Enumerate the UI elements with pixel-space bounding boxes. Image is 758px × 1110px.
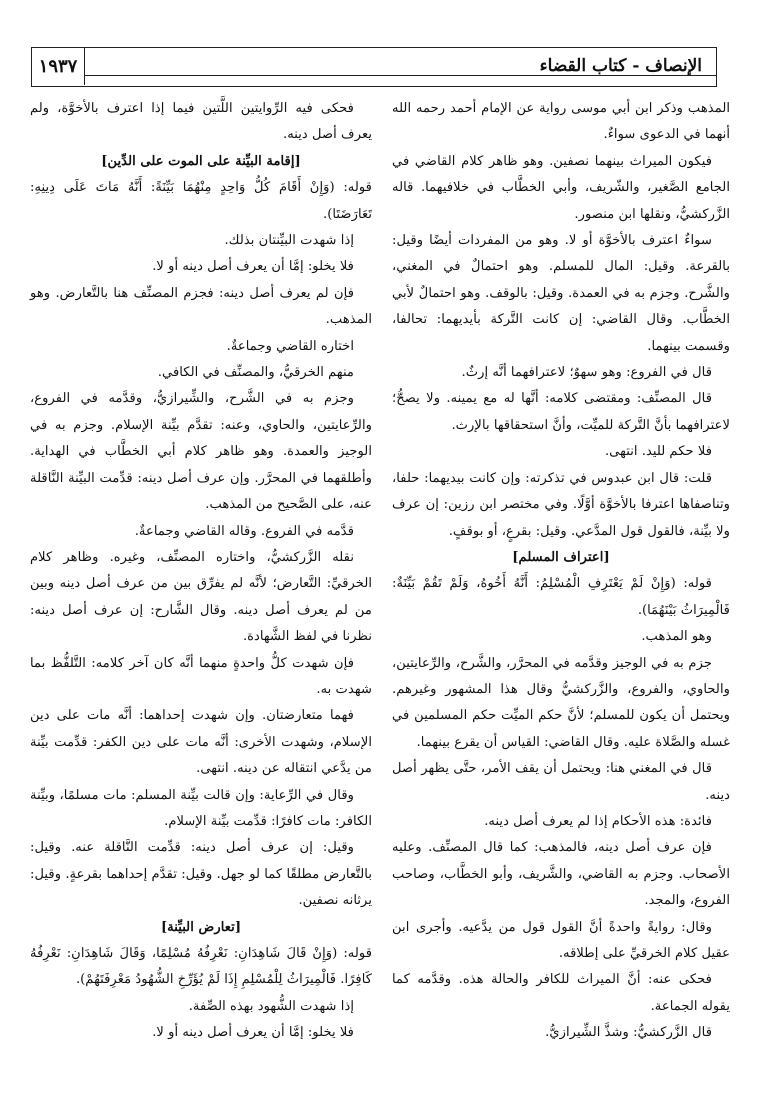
paragraph: فإن لم يعرف أصل دينه: فجزم المصنِّف هنا بالتَّعارض. وهو المذهب.	[30, 285, 372, 328]
paragraph: سواءٌ اعترف بالأخوَّة أو لا. وهو من المفردات أيضًا وقيل: بالقرعة. وقيل: المال للمسلم. وهو احتمالٌ في المغني، والشَّرح. وجزم به في العمدة. وقيل: بالوقف. وهو احتمالٌ لأبي الخطَّاب. وقال القاضي: إن كانت التَّركة بأيديهما: تحالفا، وقسمت بينهما.	[392, 233, 730, 354]
paragraph: إذا شهدت البيِّنتان بذلك.	[224, 233, 354, 249]
paragraph: قوله: (وَإِنْ لَمْ يَعْتَرِفِ الْمُسْلِمُ: أَنَّهُ أَخُوهُ، وَلَمْ تَقُمْ بَيِّنَةٌ: فَالْمِيرَاثُ بَيْنَهُمَا).	[392, 576, 730, 618]
header-rule	[84, 75, 716, 76]
page-number: ١٩٣٧	[32, 48, 85, 85]
paragraph: وهو المذهب.	[641, 629, 712, 645]
paragraph: وقيل: إن عرف أصل دينه: قدِّمت النَّاقلة عنه. وقيل: بالتَّعارض مطلقًا كما لو جهل. وقيل: تقدَّم إحداهما بقرعةٍ. وقيل: يرثانه نصفين.	[30, 840, 372, 909]
paragraph: وقال: روايةً واحدةً أنَّ القول قول من يدَّعيه. وأجرى ابن عقيل كلام الخرقيِّ على إطلاقه.	[392, 919, 730, 961]
paragraph: فيكون الميراث بينهما نصفين. وهو ظاهر كلام القاضي في الجامع الصَّغير، والشّريف، وأبي الخطَّاب في خلافيهما. قاله الزَّركشيُّ، ونقلها ابن منصور.	[392, 153, 730, 222]
paragraph: فلا حكم لليد. انتهى.	[604, 444, 712, 460]
paragraph: نقله الزَّركشيُّ، واختاره المصنِّف، وغيره. وظاهر كلام الخرقيِّ: التَّعارض؛ لأنَّه لم يفرِّق بين من عرف أصل دينه وبين من لم يعرف أصل دينه. وقال الشَّارح: إن عرف أصل دينه: نظرنا في لفظ الشَّهادة.	[30, 549, 372, 645]
paragraph: فإن عرف أصل دينه، فالمذهب: كما قال المصنِّف. وعليه الأصحاب. وجزم به القاضي، والشَّريف، وأبو الخطَّاب، وصاحب الفروع، والمجد.	[392, 840, 730, 909]
paragraph: اختاره القاضي وجماعةٌ.	[226, 338, 354, 354]
section-heading: [إقامة البيِّنة على الموت على الدِّين]	[101, 153, 301, 169]
page-header	[31, 47, 717, 87]
paragraph: قلت: قال ابن عبدوس في تذكرته: وإن كانت بيديهما: حلفا، وتناصفاها اعترفا بالأخوَّة أوَّلًا. وفي مختصر ابن رزين: إن عرف ولا بيِّنة، فالقول قول المدَّعي. وقيل: بقرعٍ، أو بوقفٍ.	[392, 470, 730, 539]
paragraph: إذا شهدت الشُّهود بهذه الصِّفة.	[188, 998, 354, 1014]
paragraph: قوله: (وَإِنْ قَالَ شَاهِدَانِ: نَعْرِفُهُ مُسْلِمًا، وَقَالَ شَاهِدَانِ: نَعْرِفُهُ كَافِرًا. فَالْمِيرَاثُ لِلْمُسْلِمِ إِذَا لَمْ يُؤَرِّخِ الشُّهُودُ مَعْرِفَتَهُمْ).	[30, 946, 372, 988]
paragraph: وجزم به في الشَّرح، والشِّيرازيُّ، وقدَّمه في الفروع، والرِّعايتين، والحاوي، وعنه: تقدَّم بيِّنة الإسلام. وجزم به في الوجيز والعمدة. وهو ظاهر كلام أبي الخطَّاب في الهداية. وأطلقهما في المحرَّر. وإن عرف أصل دينه: قدِّمت البيِّنة النَّاقلة عنه، على الصَّحيح من المذهب.	[30, 391, 372, 513]
paragraph: المذهب وذكر ابن أبي موسى رواية عن الإمام أحمد رحمه الله أنهما في الدعوى سواءٌ.	[392, 101, 730, 143]
paragraph: فإن شهدت كلُّ واحدةٍ منهما أنَّه كان آخر كلامه: التَّلفُّظ بما شهدت به.	[30, 655, 372, 697]
paragraph: جزم به في الوجيز وقدَّمه في المحرَّر، والشَّرح، والرِّعايتين، والحاوي، والفروع، والزَّركشيُّ وقال هذا المشهور وغيرهم. ويحتمل أن يكون للمسلم؛ لأنَّ حكم الميِّت حكم المسلمين في غسله والصَّلاة عليه. وقال القاضي: القياس أن يقرع بينهما.	[392, 655, 730, 750]
paragraph: قدَّمه في الفروع. وقاله القاضي وجماعةٌ.	[134, 523, 354, 539]
paragraph: فلا يخلو: إمَّا أن يعرف أصل دينه أو لا.	[152, 1025, 354, 1041]
paragraph: فائدة: هذه الأحكام إذا لم يعرف أصل دينه.	[484, 813, 712, 829]
paragraph: قال الزَّركشيُّ: وشذَّ الشِّيرازيُّ.	[545, 1025, 712, 1041]
paragraph: قوله: (وَإِنْ أَقَامَ كُلُّ وَاحِدٍ مِنْهُمَا بَيِّنَةً: أَنَّهُ مَاتَ عَلَى دِينِهِ: تَعَارَضَتَا).	[30, 180, 372, 222]
section-heading: [اعتراف المسلم]	[512, 549, 610, 565]
right-column	[392, 96, 730, 1047]
paragraph: قال في الفروع: وهو سهوٌ؛ لاعترافهما أنَّه إرثٌ.	[461, 365, 712, 381]
paragraph: فحكى فيه الرِّوايتين اللَّتين فيما إذا اعترف بالأخوَّة، ولم يعرف أصل دينه.	[30, 101, 372, 143]
section-heading: [تعارض البيِّنة]	[160, 919, 242, 935]
paragraph: قال في المغني هنا: ويحتمل أن يقف الأمر، حتَّى يظهر أصل دينه.	[392, 761, 730, 803]
paragraph: قال المصنِّف: ومقتضى كلامه: أنَّها له مع يمينه. ولا يصحُّ؛ لاعترافهما بأنَّ التَّركة للميِّت، وأنَّ استحقاقها بالإرث.	[392, 391, 730, 433]
paragraph: فلا يخلو: إمَّا أن يعرف أصل دينه أو لا.	[152, 259, 354, 275]
paragraph: فحكى عنه: أنَّ الميراث للكافر والحالة هذه. وقدَّمه كما يقوله الجماعة.	[392, 972, 730, 1014]
paragraph: وقال في الرِّعاية: وإن قالت بيِّنة المسلم: مات مسلمًا، وبيِّنة الكافر: مات كافرًا: قدِّمت بيِّنة الإسلام.	[30, 787, 372, 829]
left-column	[30, 96, 372, 1047]
paragraph: منهم الخرقيُّ، والمصنِّف في الكافي.	[157, 365, 354, 381]
paragraph: فهما متعارضتان. وإن شهدت إحداهما: أنَّه مات على دين الإسلام، وشهدت الأخرى: أنَّه مات على دين الكفر: قدِّمت بيِّنة من يدَّعي انتقاله عن دينه. انتهى.	[30, 708, 372, 777]
running-title: الإنصاف - كتاب القضاء	[539, 56, 702, 76]
